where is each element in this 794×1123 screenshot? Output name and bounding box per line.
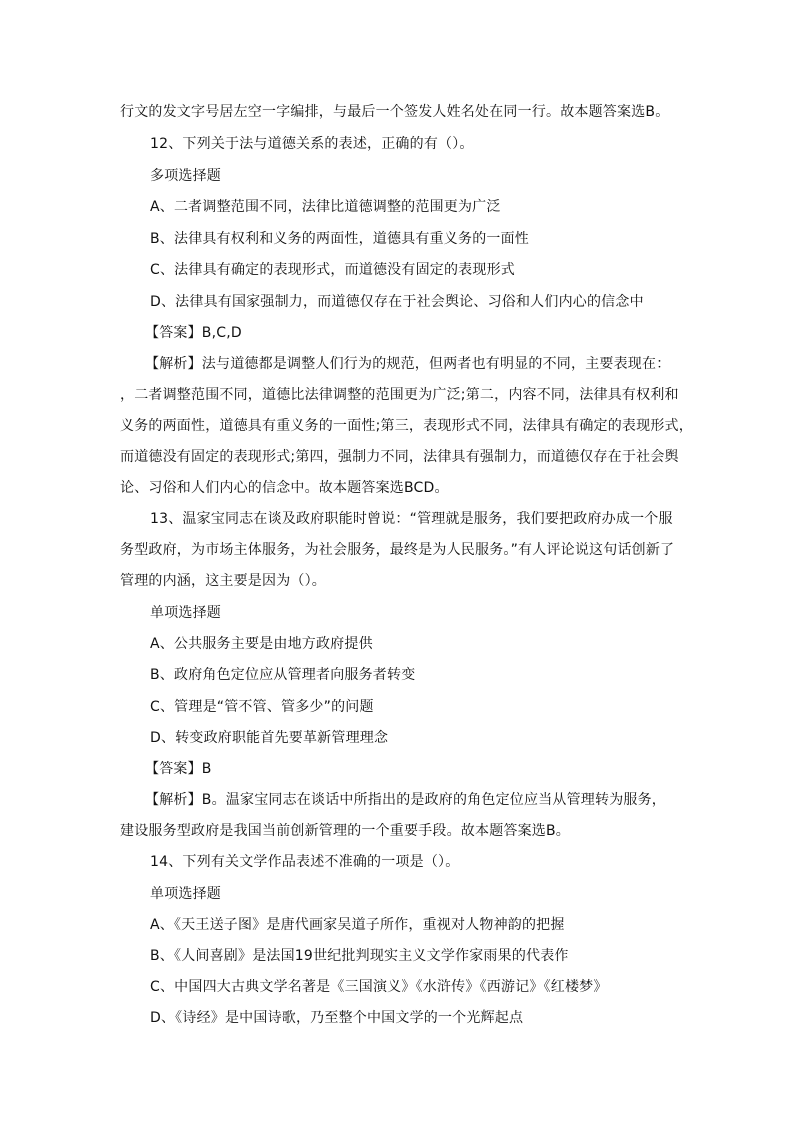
- analysis-line: 义务的两面性，道德具有重义务的一面性;第三，表现形式不同，法律具有确定的表现形式，: [120, 418, 693, 434]
- option-a: A、《天王送子图》是唐代画家吴道子所作，重视对人物神韵的把握: [150, 917, 565, 933]
- continuation-line: 行文的发文字号居左空一字编排，与最后一个签发人姓名处在同一行。故本题答案选B。: [120, 104, 670, 120]
- option-d: D、转变政府职能首先要革新管理理念: [150, 730, 389, 746]
- option-d: D、《诗经》是中国诗歌，乃至整个中国文学的一个光辉起点: [150, 1010, 524, 1026]
- analysis-line: 建设服务型政府是我国当前创新管理的一个重要手段。故本题答案选B。: [120, 823, 571, 839]
- question-type: 单项选择题: [150, 886, 221, 902]
- question-13-line: 管理的内涵，这主要是因为（）。: [120, 573, 326, 589]
- option-b: B、《人间喜剧》是法国19世纪批判现实主义文学作家雨果的代表作: [150, 948, 569, 964]
- question-type: 多项选择题: [150, 168, 221, 184]
- option-d: D、法律具有国家强制力，而道德仅存在于社会舆论、习俗和人们内心的信念中: [150, 294, 644, 310]
- option-b: B、法律具有权利和义务的两面性，道德具有重义务的一面性: [150, 231, 530, 247]
- analysis-line: 而道德没有固定的表现形式;第四，强制力不同，法律具有强制力，而道德仅存在于社会舆: [120, 449, 679, 465]
- option-b: B、政府角色定位应从管理者向服务者转变: [150, 667, 416, 683]
- option-c: C、法律具有确定的表现形式，而道德没有固定的表现形式: [150, 262, 515, 278]
- question-type: 单项选择题: [150, 605, 221, 621]
- analysis: 【解析】B。温家宝同志在谈话中所指出的是政府的角色定位应当从管理转为服务，: [145, 792, 667, 808]
- option-c: C、管理是“管不管、管多少”的问题: [150, 699, 374, 715]
- question-14: 14、下列有关文学作品表述不准确的一项是（）。: [150, 854, 460, 870]
- question-13-line: 务型政府，为市场主体服务，为社会服务，最终是为人民服务。”有人评论说这句话创新了: [120, 542, 675, 558]
- option-a: A、二者调整范围不同，法律比道德调整的范围更为广泛: [150, 199, 501, 215]
- question-12: 12、下列关于法与道德关系的表述，正确的有（）。: [150, 136, 474, 152]
- question-13: 13、温家宝同志在谈及政府职能时曾说：“管理就是服务，我们要把政府办成一个服: [150, 511, 673, 527]
- answer: 【答案】B: [145, 761, 212, 777]
- answer: 【答案】B,C,D: [145, 325, 242, 341]
- analysis-line: ，二者调整范围不同，道德比法律调整的范围更为广泛;第二，内容不同，法律具有权利和: [120, 387, 679, 403]
- option-c: C、中国四大古典文学名著是《三国演义》《水浒传》《西游记》《红楼梦》: [150, 979, 608, 995]
- analysis-line: 论、习俗和人们内心的信念中。故本题答案选BCD。: [120, 480, 449, 496]
- analysis: 【解析】法与道德都是调整人们行为的规范，但两者也有明显的不同，主要表现在：: [145, 356, 671, 372]
- option-a: A、公共服务主要是由地方政府提供: [150, 636, 373, 652]
